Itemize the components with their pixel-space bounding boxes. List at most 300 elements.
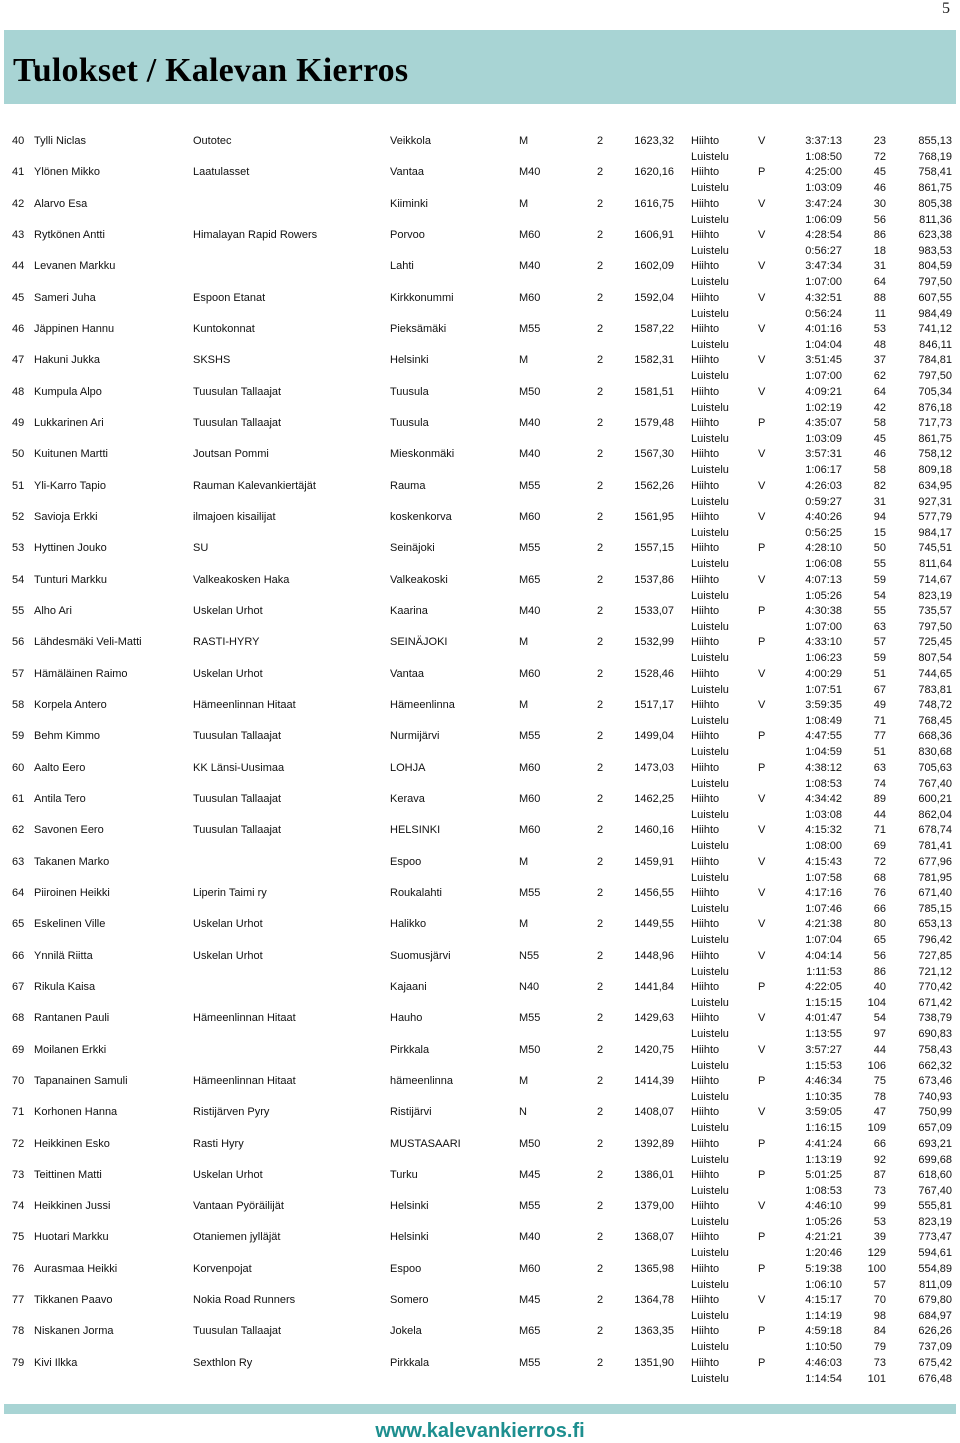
ski-time: 3:57:31	[805, 448, 842, 461]
ski-points: 607,55	[918, 291, 952, 304]
skate-time: 0:56:27	[805, 244, 842, 257]
discipline-skate: Luistelu	[691, 495, 729, 508]
ski-place: 46	[873, 448, 886, 461]
discipline-ski: Hiihto	[691, 197, 720, 210]
result-rank: 68	[12, 1012, 25, 1025]
skate-place: 78	[873, 1090, 886, 1103]
discipline-ski: Hiihto	[691, 824, 720, 837]
total-points: 1499,04	[634, 730, 674, 743]
ski-place: 75	[873, 1074, 886, 1087]
result-entry	[0, 197, 960, 228]
discipline-skate: Luistelu	[691, 370, 729, 383]
ski-points: 805,38	[918, 197, 952, 210]
skate-points: 797,50	[918, 276, 952, 289]
home-town: LOHJA	[390, 761, 426, 774]
competitor-name: Rantanen Pauli	[34, 1012, 110, 1025]
age-class: M55	[519, 886, 541, 899]
result-row-skate	[0, 557, 960, 572]
skate-points: 657,09	[918, 1122, 952, 1135]
ski-style: V	[758, 918, 766, 931]
result-rank: 60	[12, 761, 25, 774]
ski-time: 3:37:13	[805, 135, 842, 147]
discipline-ski: Hiihto	[691, 636, 720, 649]
result-rank: 57	[12, 667, 25, 680]
skate-points: 767,40	[918, 1184, 952, 1197]
competitor-name: Takanen Marko	[34, 855, 110, 868]
total-points: 1449,55	[634, 918, 674, 931]
skate-place: 98	[873, 1310, 886, 1323]
club-name: Laatulasset	[193, 166, 250, 179]
ski-points: 735,57	[918, 604, 952, 617]
club-name: ilmajoen kisailijat	[193, 510, 276, 523]
club-name: KK Länsi-Uusimaa	[193, 761, 285, 774]
result-rank: 51	[12, 479, 25, 492]
total-points: 1587,22	[634, 322, 674, 335]
discipline-skate: Luistelu	[691, 683, 729, 696]
ski-time: 4:01:47	[805, 1012, 842, 1025]
skate-time: 1:14:19	[805, 1310, 842, 1323]
age-class: M40	[519, 166, 541, 179]
ski-style: P	[758, 1356, 766, 1369]
age-class: M50	[519, 385, 541, 398]
result-entry	[0, 886, 960, 917]
discipline-skate: Luistelu	[691, 871, 729, 884]
discipline-ski: Hiihto	[691, 761, 720, 774]
skate-time: 1:07:00	[805, 620, 842, 633]
skate-place: 63	[873, 620, 886, 633]
lap-count: 2	[597, 228, 604, 241]
discipline-skate: Luistelu	[691, 1216, 729, 1229]
skate-points: 876,18	[918, 401, 952, 414]
ski-points: 677,96	[918, 855, 952, 868]
result-entry	[0, 855, 960, 886]
skate-place: 72	[873, 151, 886, 163]
result-entry	[0, 1356, 960, 1387]
discipline-ski: Hiihto	[691, 1074, 720, 1087]
skate-points: 862,04	[918, 808, 952, 821]
lap-count: 2	[597, 354, 604, 367]
club-name: Tuusulan Tallaajat	[193, 824, 282, 837]
lap-count: 2	[597, 918, 604, 931]
competitor-name: Heikkinen Esko	[34, 1137, 110, 1150]
skate-points: 690,83	[918, 1028, 952, 1041]
result-entry	[0, 1074, 960, 1105]
skate-time: 1:15:15	[805, 996, 842, 1009]
ski-points: 554,89	[918, 1262, 952, 1275]
skate-time: 1:10:35	[805, 1090, 842, 1103]
discipline-skate: Luistelu	[691, 1028, 729, 1041]
ski-place: 72	[873, 855, 886, 868]
competitor-name: Alarvo Esa	[34, 197, 88, 210]
ski-place: 70	[873, 1294, 886, 1307]
discipline-ski: Hiihto	[691, 354, 720, 367]
footer-bar	[4, 1404, 956, 1414]
age-class: M	[519, 197, 529, 210]
result-rank: 63	[12, 855, 25, 868]
result-entry	[0, 1324, 960, 1355]
result-row-skate	[0, 275, 960, 290]
discipline-ski: Hiihto	[691, 1294, 720, 1307]
club-name: Espoon Etanat	[193, 291, 266, 304]
ski-points: 773,47	[918, 1231, 952, 1244]
result-row-ski	[0, 604, 960, 619]
skate-points: 811,09	[919, 1278, 952, 1291]
page-number: 5	[942, 0, 950, 17]
discipline-skate: Luistelu	[691, 213, 729, 226]
home-town: Suomusjärvi	[390, 949, 451, 962]
home-town: hämeenlinna	[390, 1074, 453, 1087]
footer-website-link[interactable]: www.kalevankierros.fi	[375, 1420, 585, 1442]
lap-count: 2	[597, 792, 604, 805]
result-row-skate	[0, 620, 960, 635]
ski-points: 804,59	[918, 260, 952, 273]
total-points: 1420,75	[634, 1043, 674, 1056]
discipline-skate: Luistelu	[691, 1153, 729, 1166]
result-row-ski	[0, 1324, 960, 1339]
total-points: 1561,95	[634, 510, 674, 523]
ski-place: 59	[873, 573, 886, 586]
result-rank: 49	[12, 416, 25, 429]
result-row-skate	[0, 150, 960, 165]
ski-place: 99	[873, 1200, 886, 1213]
ski-style: P	[758, 1262, 766, 1275]
competitor-name: Kuitunen Martti	[34, 448, 108, 461]
result-rank: 48	[12, 385, 25, 398]
total-points: 1616,75	[634, 197, 674, 210]
ski-style: P	[758, 166, 766, 179]
result-row-ski	[0, 228, 960, 243]
skate-points: 809,18	[918, 464, 952, 477]
age-class: M65	[519, 1325, 541, 1338]
skate-place: 129	[867, 1247, 886, 1260]
discipline-skate: Luistelu	[691, 902, 729, 915]
club-name: Uskelan Urhot	[193, 1168, 263, 1181]
discipline-ski: Hiihto	[691, 1168, 720, 1181]
discipline-skate: Luistelu	[691, 1341, 729, 1354]
total-points: 1459,91	[634, 855, 674, 868]
discipline-skate: Luistelu	[691, 526, 729, 539]
skate-points: 781,95	[918, 871, 952, 884]
result-rank: 50	[12, 448, 25, 461]
age-class: N	[519, 1106, 527, 1119]
skate-place: 71	[873, 714, 886, 727]
competitor-name: Lähdesmäki Veli-Matti	[34, 636, 142, 649]
ski-place: 82	[873, 479, 886, 492]
result-entry	[0, 479, 960, 510]
result-row-ski	[0, 1105, 960, 1120]
age-class: N55	[519, 949, 540, 962]
skate-place: 46	[873, 182, 886, 195]
age-class: M45	[519, 1294, 541, 1307]
ski-place: 40	[873, 980, 886, 993]
home-town: Jokela	[390, 1325, 422, 1338]
result-entry	[0, 1011, 960, 1042]
skate-time: 1:14:54	[805, 1372, 842, 1385]
ski-style: V	[758, 228, 766, 241]
home-town: SEINÄJOKI	[390, 636, 448, 649]
age-class: M60	[519, 228, 541, 241]
result-entry	[0, 667, 960, 698]
skate-points: 676,48	[918, 1372, 952, 1385]
club-name: Tuusulan Tallaajat	[193, 1325, 282, 1338]
result-rank: 40	[12, 135, 25, 147]
competitor-name: Teittinen Matti	[34, 1168, 102, 1181]
result-row-ski	[0, 886, 960, 901]
lap-count: 2	[597, 448, 604, 461]
club-name: Tuusulan Tallaajat	[193, 730, 282, 743]
total-points: 1386,01	[634, 1168, 674, 1181]
skate-place: 69	[873, 840, 886, 853]
discipline-ski: Hiihto	[691, 980, 720, 993]
home-town: Hämeenlinna	[390, 698, 455, 711]
ski-points: 714,67	[918, 573, 952, 586]
age-class: M60	[519, 291, 541, 304]
skate-points: 768,45	[918, 714, 952, 727]
total-points: 1351,90	[634, 1356, 674, 1369]
ski-place: 76	[873, 886, 886, 899]
discipline-skate: Luistelu	[691, 652, 729, 665]
skate-points: 594,61	[918, 1247, 952, 1260]
skate-place: 97	[873, 1028, 886, 1041]
discipline-skate: Luistelu	[691, 401, 729, 414]
skate-points: 823,19	[918, 589, 952, 602]
lap-count: 2	[597, 1012, 604, 1025]
total-points: 1379,00	[634, 1200, 674, 1213]
result-entry	[0, 573, 960, 604]
skate-points: 796,42	[918, 934, 952, 947]
home-town: Helsinki	[390, 1200, 429, 1213]
result-entry	[0, 729, 960, 760]
ski-place: 55	[873, 604, 886, 617]
result-row-ski	[0, 949, 960, 964]
discipline-ski: Hiihto	[691, 1012, 720, 1025]
age-class: M60	[519, 1262, 541, 1275]
lap-count: 2	[597, 949, 604, 962]
result-row-ski	[0, 259, 960, 274]
ski-time: 4:41:24	[805, 1137, 842, 1150]
lap-count: 2	[597, 1043, 604, 1056]
home-town: HELSINKI	[390, 824, 441, 837]
discipline-ski: Hiihto	[691, 1356, 720, 1369]
home-town: Hauho	[390, 1012, 423, 1025]
total-points: 1408,07	[634, 1106, 674, 1119]
result-rank: 61	[12, 792, 25, 805]
lap-count: 2	[597, 855, 604, 868]
discipline-ski: Hiihto	[691, 855, 720, 868]
ski-time: 4:25:00	[805, 166, 842, 179]
ski-style: P	[758, 1325, 766, 1338]
ski-time: 4:21:38	[805, 918, 842, 931]
skate-time: 1:07:58	[805, 871, 842, 884]
ski-style: V	[758, 291, 766, 304]
skate-points: 699,68	[918, 1153, 952, 1166]
discipline-ski: Hiihto	[691, 730, 720, 743]
home-town: MUSTASAARI	[390, 1137, 461, 1150]
skate-place: 64	[873, 276, 886, 289]
ski-time: 4:15:17	[805, 1294, 842, 1307]
skate-time: 1:20:46	[805, 1247, 842, 1260]
skate-place: 56	[873, 213, 886, 226]
discipline-skate: Luistelu	[691, 432, 729, 445]
skate-time: 1:07:51	[805, 683, 842, 696]
age-class: M40	[519, 1231, 541, 1244]
ski-place: 84	[873, 1325, 886, 1338]
ski-points: 725,45	[918, 636, 952, 649]
home-town: Ristijärvi	[390, 1106, 432, 1119]
result-row-skate	[0, 432, 960, 447]
discipline-skate: Luistelu	[691, 996, 729, 1009]
result-entry	[0, 291, 960, 322]
result-entry	[0, 541, 960, 572]
total-points: 1606,91	[634, 228, 674, 241]
result-entry	[0, 949, 960, 980]
discipline-skate: Luistelu	[691, 777, 729, 790]
skate-place: 79	[873, 1341, 886, 1354]
total-points: 1414,39	[634, 1074, 674, 1087]
discipline-skate: Luistelu	[691, 558, 729, 571]
lap-count: 2	[597, 1200, 604, 1213]
result-rank: 69	[12, 1043, 25, 1056]
club-name: Otaniemen jylläjät	[193, 1231, 281, 1244]
result-rank: 44	[12, 260, 25, 273]
result-rank: 62	[12, 824, 25, 837]
result-row-ski	[0, 1168, 960, 1183]
lap-count: 2	[597, 980, 604, 993]
skate-place: 68	[873, 871, 886, 884]
ski-place: 39	[873, 1231, 886, 1244]
home-town: Helsinki	[390, 354, 429, 367]
discipline-ski: Hiihto	[691, 385, 720, 398]
discipline-ski: Hiihto	[691, 1106, 720, 1119]
discipline-ski: Hiihto	[691, 667, 720, 680]
result-row-skate	[0, 1278, 960, 1293]
ski-style: P	[758, 636, 766, 649]
result-entry	[0, 980, 960, 1011]
ski-points: 653,13	[918, 918, 952, 931]
skate-time: 1:08:00	[805, 840, 842, 853]
ski-time: 4:34:42	[805, 792, 842, 805]
skate-time: 1:02:19	[805, 401, 842, 414]
ski-points: 855,13	[918, 135, 952, 147]
discipline-skate: Luistelu	[691, 151, 729, 163]
result-row-ski	[0, 1011, 960, 1026]
age-class: M40	[519, 260, 541, 273]
result-row-skate	[0, 526, 960, 541]
ski-style: V	[758, 479, 766, 492]
lap-count: 2	[597, 542, 604, 555]
skate-place: 73	[873, 1184, 886, 1197]
age-class: M55	[519, 1200, 541, 1213]
result-rank: 75	[12, 1231, 25, 1244]
skate-time: 1:13:55	[805, 1028, 842, 1041]
ski-place: 31	[873, 260, 886, 273]
skate-place: 42	[873, 401, 886, 414]
competitor-name: Tunturi Markku	[34, 573, 107, 586]
discipline-ski: Hiihto	[691, 166, 720, 179]
skate-place: 106	[867, 1059, 886, 1072]
home-town: Porvoo	[390, 228, 425, 241]
ski-style: V	[758, 1106, 766, 1119]
ski-style: V	[758, 886, 766, 899]
age-class: M60	[519, 792, 541, 805]
ski-style: V	[758, 354, 766, 367]
club-name: Rauman Kalevankiertäjät	[193, 479, 316, 492]
ski-place: 57	[873, 636, 886, 649]
skate-time: 1:06:10	[805, 1278, 842, 1291]
skate-place: 62	[873, 370, 886, 383]
home-town: Nurmijärvi	[390, 730, 440, 743]
competitor-name: Hämäläinen Raimo	[34, 667, 128, 680]
result-row-skate	[0, 1246, 960, 1261]
ski-style: V	[758, 573, 766, 586]
skate-points: 662,32	[918, 1059, 952, 1072]
club-name: SU	[193, 542, 209, 555]
result-entry	[0, 792, 960, 823]
ski-points: 758,43	[918, 1043, 952, 1056]
discipline-skate: Luistelu	[691, 746, 729, 759]
total-points: 1368,07	[634, 1231, 674, 1244]
total-points: 1537,86	[634, 573, 674, 586]
total-points: 1441,84	[634, 980, 674, 993]
ski-style: V	[758, 260, 766, 273]
ski-place: 94	[873, 510, 886, 523]
ski-place: 86	[873, 228, 886, 241]
skate-points: 781,41	[918, 840, 952, 853]
ski-time: 3:59:35	[805, 698, 842, 711]
age-class: M60	[519, 510, 541, 523]
home-town: Espoo	[390, 855, 422, 868]
ski-place: 44	[873, 1043, 886, 1056]
result-rank: 43	[12, 228, 25, 241]
result-row-ski	[0, 823, 960, 838]
lap-count: 2	[597, 1137, 604, 1150]
ski-time: 4:32:51	[805, 291, 842, 304]
ski-time: 4:33:10	[805, 636, 842, 649]
club-name: Kuntokonnat	[193, 322, 255, 335]
skate-time: 1:11:53	[806, 965, 842, 978]
competitor-name: Sameri Juha	[34, 291, 96, 304]
skate-points: 984,49	[918, 307, 952, 320]
discipline-skate: Luistelu	[691, 965, 729, 978]
ski-time: 4:22:05	[805, 980, 842, 993]
skate-place: 59	[873, 652, 886, 665]
discipline-ski: Hiihto	[691, 322, 720, 335]
age-class: M60	[519, 667, 541, 680]
discipline-skate: Luistelu	[691, 244, 729, 257]
skate-points: 830,68	[918, 746, 952, 759]
result-row-ski	[0, 291, 960, 306]
ski-time: 4:07:13	[805, 573, 842, 586]
age-class: N40	[519, 980, 540, 993]
ski-time: 4:21:21	[805, 1231, 842, 1244]
lap-count: 2	[597, 667, 604, 680]
competitor-name: Piiroinen Heikki	[34, 886, 110, 899]
home-town: Halikko	[390, 918, 427, 931]
discipline-ski: Hiihto	[691, 291, 720, 304]
result-entry	[0, 385, 960, 416]
home-town: Espoo	[390, 1262, 422, 1275]
age-class: M55	[519, 479, 541, 492]
lap-count: 2	[597, 573, 604, 586]
ski-style: V	[758, 1294, 766, 1307]
skate-time: 1:03:09	[805, 432, 842, 445]
result-row-ski	[0, 416, 960, 431]
ski-time: 3:47:24	[805, 197, 842, 210]
result-rank: 46	[12, 322, 25, 335]
lap-count: 2	[597, 1294, 604, 1307]
skate-points: 797,50	[918, 620, 952, 633]
result-rank: 66	[12, 949, 25, 962]
